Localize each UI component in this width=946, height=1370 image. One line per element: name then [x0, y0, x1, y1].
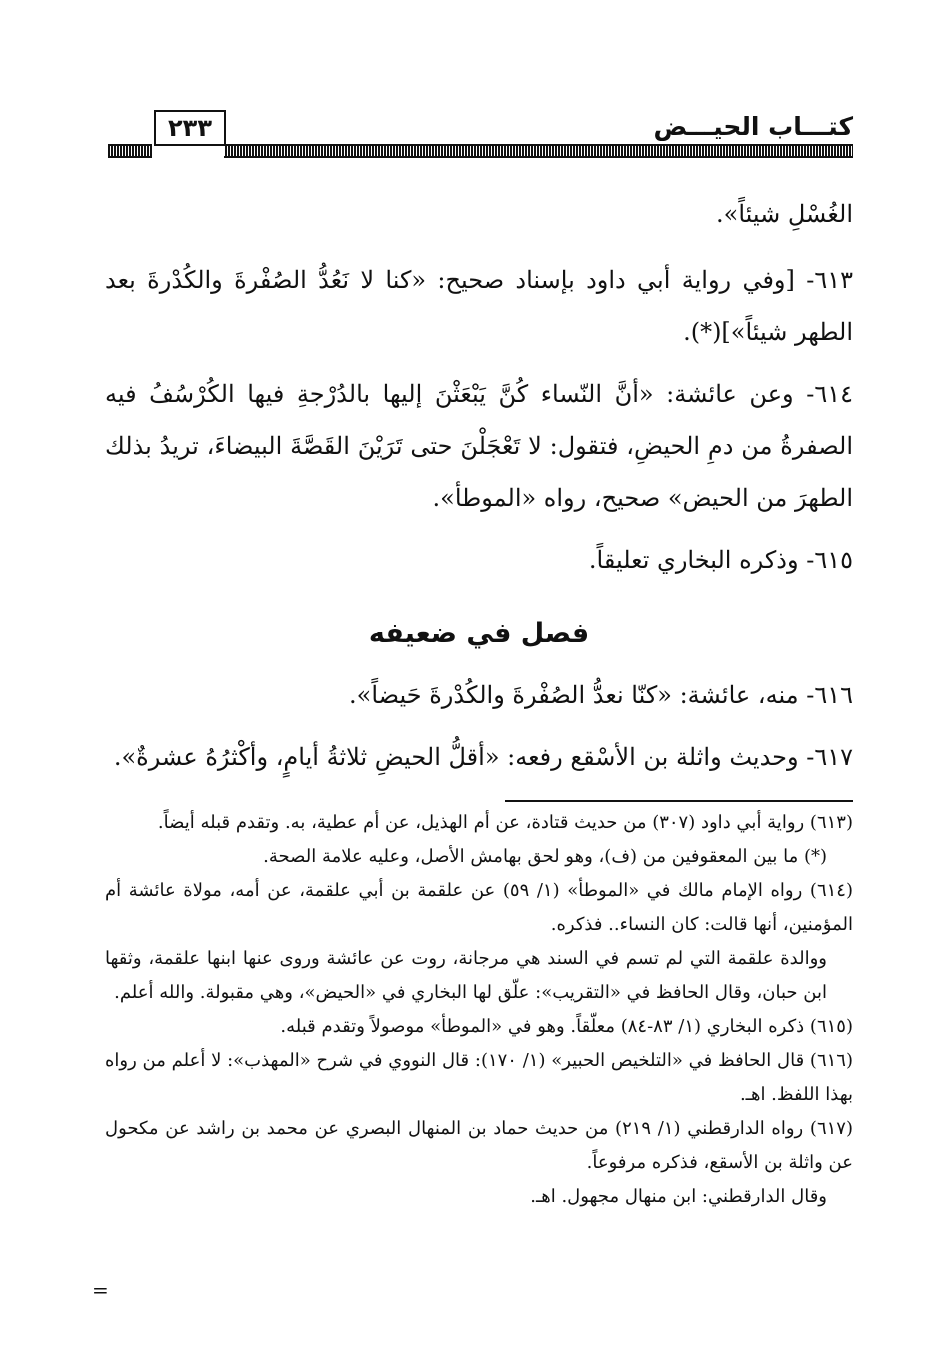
footnote-614-cont: ووالدة علقمة التي لم تسم في السند هي مرجانة، روت عن عائشة وروى عنها ابنها علقمة، وثقها ابن حبان، وقال الحافظ في «التقريب»: علّق لها البخاري في «الحيض»، وهي مقبولة. والله أعلم. — [105, 948, 827, 1003]
page-header — [108, 108, 853, 158]
footnotes — [105, 806, 853, 1214]
footnote-separator — [505, 800, 853, 802]
hadith-616: ٦١٦- منه، عائشة: «كنّا نعدُّ الصُفْرةَ والكُدْرةَ حَيضاً». — [349, 681, 853, 709]
footnote-613: (٦١٣) رواية أبي داود (٣٠٧) من حديث قتادة، عن أم الهذيل، عن أم عطية، به. وتقدم قبله أيضاً. — [157, 812, 853, 833]
main-text — [105, 188, 853, 793]
footnote-617: (٦١٧) رواه الدارقطني (١/ ٢١٩) من حديث حماد بن المنهال البصري عن محمد بن راشد عن مكحول عن واثلة بن الأسقع، فذكره مرفوعاً. — [105, 1118, 853, 1173]
footnote-asterisk: (*) ما بين المعقوفين من (ف)، وهو لحق بهامش الأصل، وعليه علامة الصحة. — [263, 846, 827, 867]
footnote-616: (٦١٦) قال الحافظ في «التلخيص الحبير» (١/ ١٧٠): قال النووي في شرح «المهذب»: لا أعلم من رواه بهذا اللفظ. اهـ. — [105, 1050, 853, 1105]
footnote-614: (٦١٤) رواه الإمام مالك في «الموطأ» (١/ ٥٩) عن علقمة بن أبي علقمة، عن أمه، مولاة عائشة أم المؤمنين، أنها قالت: كان النساء.. فذكره. — [105, 880, 853, 935]
hadith-615: ٦١٥- وذكره البخاري تعليقاً. — [588, 546, 853, 574]
continuation-mark: = — [92, 1278, 109, 1302]
footnote-615: (٦١٥) ذكره البخاري (١/ ٨٣-٨٤) معلّقاً. وهو في «الموطأ» موصولاً وتقدم قبله. — [280, 1016, 853, 1037]
page-number: ٢٣٣ — [154, 110, 226, 146]
hadith-614: ٦١٤- وعن عائشة: «أنَّ النّساء كُنَّ يَبْعَثْنَ إليها بالدُرْجةِ فيها الكُرْسُفُ فيه الصفرةُ من دمِ الحيضِ، فتقول: لا تَعْجَلْنَ حتى تَرَيْنَ القَصَّةَ البيضاءَ، تريدُ بذلك الطهرَ من الحيض» صحيح، رواه «الموطأ». — [105, 380, 853, 512]
footnote-617-cont: وقال الدارقطني: ابن منهال مجهول. اهـ. — [530, 1186, 827, 1207]
section-title: فصل في ضعيفه — [368, 618, 590, 649]
chapter-title: كتـــاب الحيـــض — [653, 112, 853, 141]
paragraph: الغُسْلِ شيئاً». — [716, 200, 853, 228]
hadith-613: ٦١٣- [وفي رواية أبي داود بإسناد صحيح: «كنا لا نَعُدُّ الصُفْرةَ والكُدْرةَ بعد الطهر شيئاً»](*). — [105, 266, 853, 346]
hadith-617: ٦١٧- وحديث واثلة بن الأسْقع رفعه: «أقلُّ الحيضِ ثلاثةُ أيامٍ، وأكْثرُهُ عشرةٌ». — [113, 743, 853, 771]
